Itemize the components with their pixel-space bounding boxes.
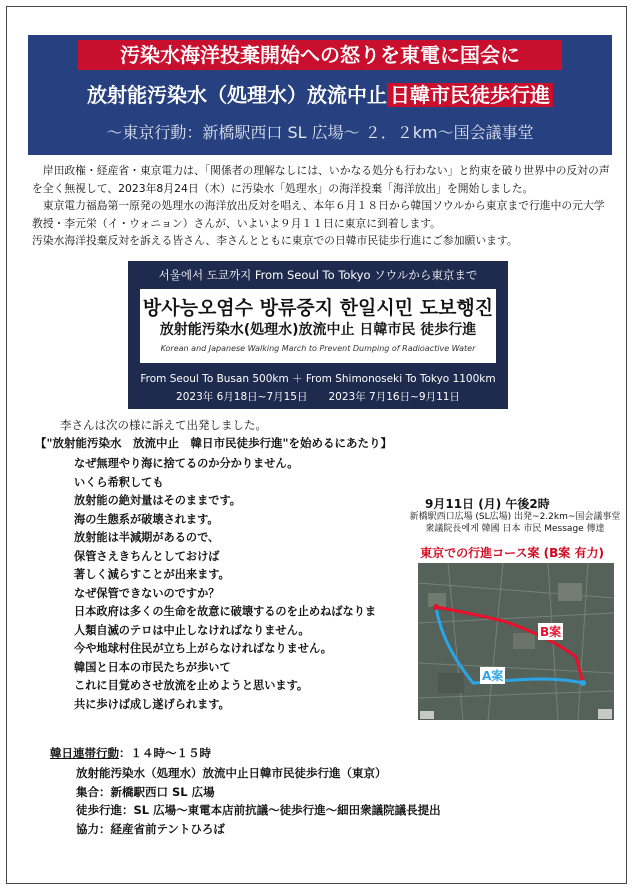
route-label-a: A案 bbox=[482, 669, 504, 683]
banner-title-box bbox=[140, 289, 496, 363]
headline-3: ～東京行動：新橋駅西口 SL 広場～ ２．２km～国会議事堂 bbox=[106, 123, 534, 142]
banner-korean-title: 방사능오염수 방류중지 한일시민 도보행진 bbox=[142, 297, 494, 319]
statement-title: 【"放射能汚染水 放流中止 韓日市民徒歩行進"を始めるにあたり】 bbox=[35, 436, 392, 450]
statement-line: いくら希釈しても bbox=[74, 475, 164, 489]
statement-line: 日本政府は多くの生命を故意に破壊するのを止めねばなりま bbox=[74, 605, 377, 618]
route-label-b: B案 bbox=[540, 625, 562, 639]
banner-route-line: 서울에서 도쿄까지 From Seoul To Tokyo ソウルから東京まで bbox=[158, 268, 478, 282]
banner-english-title: Korean and Japanese Walking March to Prevent Dumping of Radioactive Water bbox=[160, 344, 476, 353]
intro-paragraph: 岸田政権・経産省・東京電力は、「関係者の理解なしには、いかなる処分も行わない」と約束を破り世界中の反対の声を全く無視して、2023年8月24日（木）に汚染水「処理水」の海洋投棄「海洋放出」を開始しました。 bbox=[32, 164, 610, 195]
action-detail-line: 放射能汚染水（処理水）放流中止日韓市民徒歩行進（東京） bbox=[76, 766, 387, 780]
event-info-line: 新橋駅西口広場 (SL広場) 出発~2.2km~国会議事堂 bbox=[409, 512, 621, 522]
statement-line: 海の生態系が破壊されます。 bbox=[74, 512, 219, 526]
event-date: 9月11日 (月) 午後2時 bbox=[425, 497, 550, 511]
statement-line: なぜ保管できないのですか？ bbox=[74, 586, 220, 600]
statement-text bbox=[74, 455, 394, 714]
banner-dates: 2023年 6月18日~7月15日 2023年 7月16日~9月11日 bbox=[176, 391, 460, 403]
headline-2-highlight: 日韓市民徒歩行進 bbox=[387, 83, 553, 107]
banner-routes: From Seoul To Busan 500km ＋ From Shimonoseki To Tokyo 1100km bbox=[140, 373, 496, 385]
statement-line: 放射能は半減期があるので、 bbox=[74, 531, 220, 544]
statement-line: 人類自滅のテロは中止しなければなりません。 bbox=[74, 623, 310, 637]
headline-2-main: 放射能汚染水（処理水）放流中止 bbox=[87, 83, 387, 107]
statement-line: 著しく減らすことが出来ます。 bbox=[74, 568, 230, 581]
march-banner-image bbox=[128, 261, 508, 409]
lee-intro: 李さんは次の様に訴えて出発しました。 bbox=[60, 418, 267, 432]
event-info bbox=[400, 511, 630, 535]
action-details bbox=[76, 764, 441, 839]
statement-line: 放射能の絶対量はそのままです。 bbox=[74, 494, 241, 507]
statement-line: 今や地球村住民が立ち上がらなければなりません。 bbox=[74, 642, 332, 655]
banner-japanese-title: 放射能汚染水(処理水)放流中止 日韓市民 徒歩行進 bbox=[159, 322, 477, 338]
action-detail-line: 徒歩行進：SL 広場～東電本店前抗議～徒歩行進～細田衆議院議長提出 bbox=[76, 803, 441, 818]
statement-line: 保管さえきちんとしておけば bbox=[74, 549, 220, 563]
course-title: 東京での行進コース案 (B案 有力) bbox=[420, 546, 604, 560]
intro-text bbox=[32, 162, 610, 250]
statement-line: 共に歩けば成し遂げられます。 bbox=[74, 697, 230, 711]
headline-2 bbox=[34, 79, 606, 111]
intro-paragraph: 汚染水海洋投棄反対を訴える皆さん、李さんとともに東京での日韓市民徒歩行進にご参加願います。 bbox=[32, 234, 518, 247]
event-info-line: 衆議院長에게 韓國 日本 市民 Message 傳達 bbox=[425, 524, 605, 534]
statement-line: 韓国と日本の市民たちが歩いて bbox=[74, 660, 231, 674]
action-time: ：１４時～１５時 bbox=[119, 746, 211, 760]
intro-paragraph: 東京電力福島第一原発の処理水の海洋放出反対を唱え、本年６月１８日から韓国ソウルから東京まで行進中の元大学教授・李元栄（イ・ウォニョン）さんが、いよいよ９月１１日に東京に到着します。 bbox=[32, 199, 605, 230]
route-map-svg bbox=[418, 563, 614, 720]
action-detail-line: 協力：経産省前テントひろば bbox=[76, 822, 225, 837]
action-label: 韓日連帯行動 bbox=[50, 746, 119, 760]
statement-line: なぜ無理やり海に捨てるのか分かりません。 bbox=[74, 457, 299, 470]
headline-1: 汚染水海洋投棄開始への怒りを東電に国会に bbox=[78, 40, 562, 70]
statement-line: これに目覚めさせ放流を止めようと思います。 bbox=[74, 679, 309, 692]
solidarity-action bbox=[50, 745, 211, 761]
route-map-image bbox=[418, 563, 614, 720]
action-detail-line: 集合：新橋駅西口 SL 広場 bbox=[76, 784, 215, 799]
header-banner bbox=[28, 35, 612, 155]
